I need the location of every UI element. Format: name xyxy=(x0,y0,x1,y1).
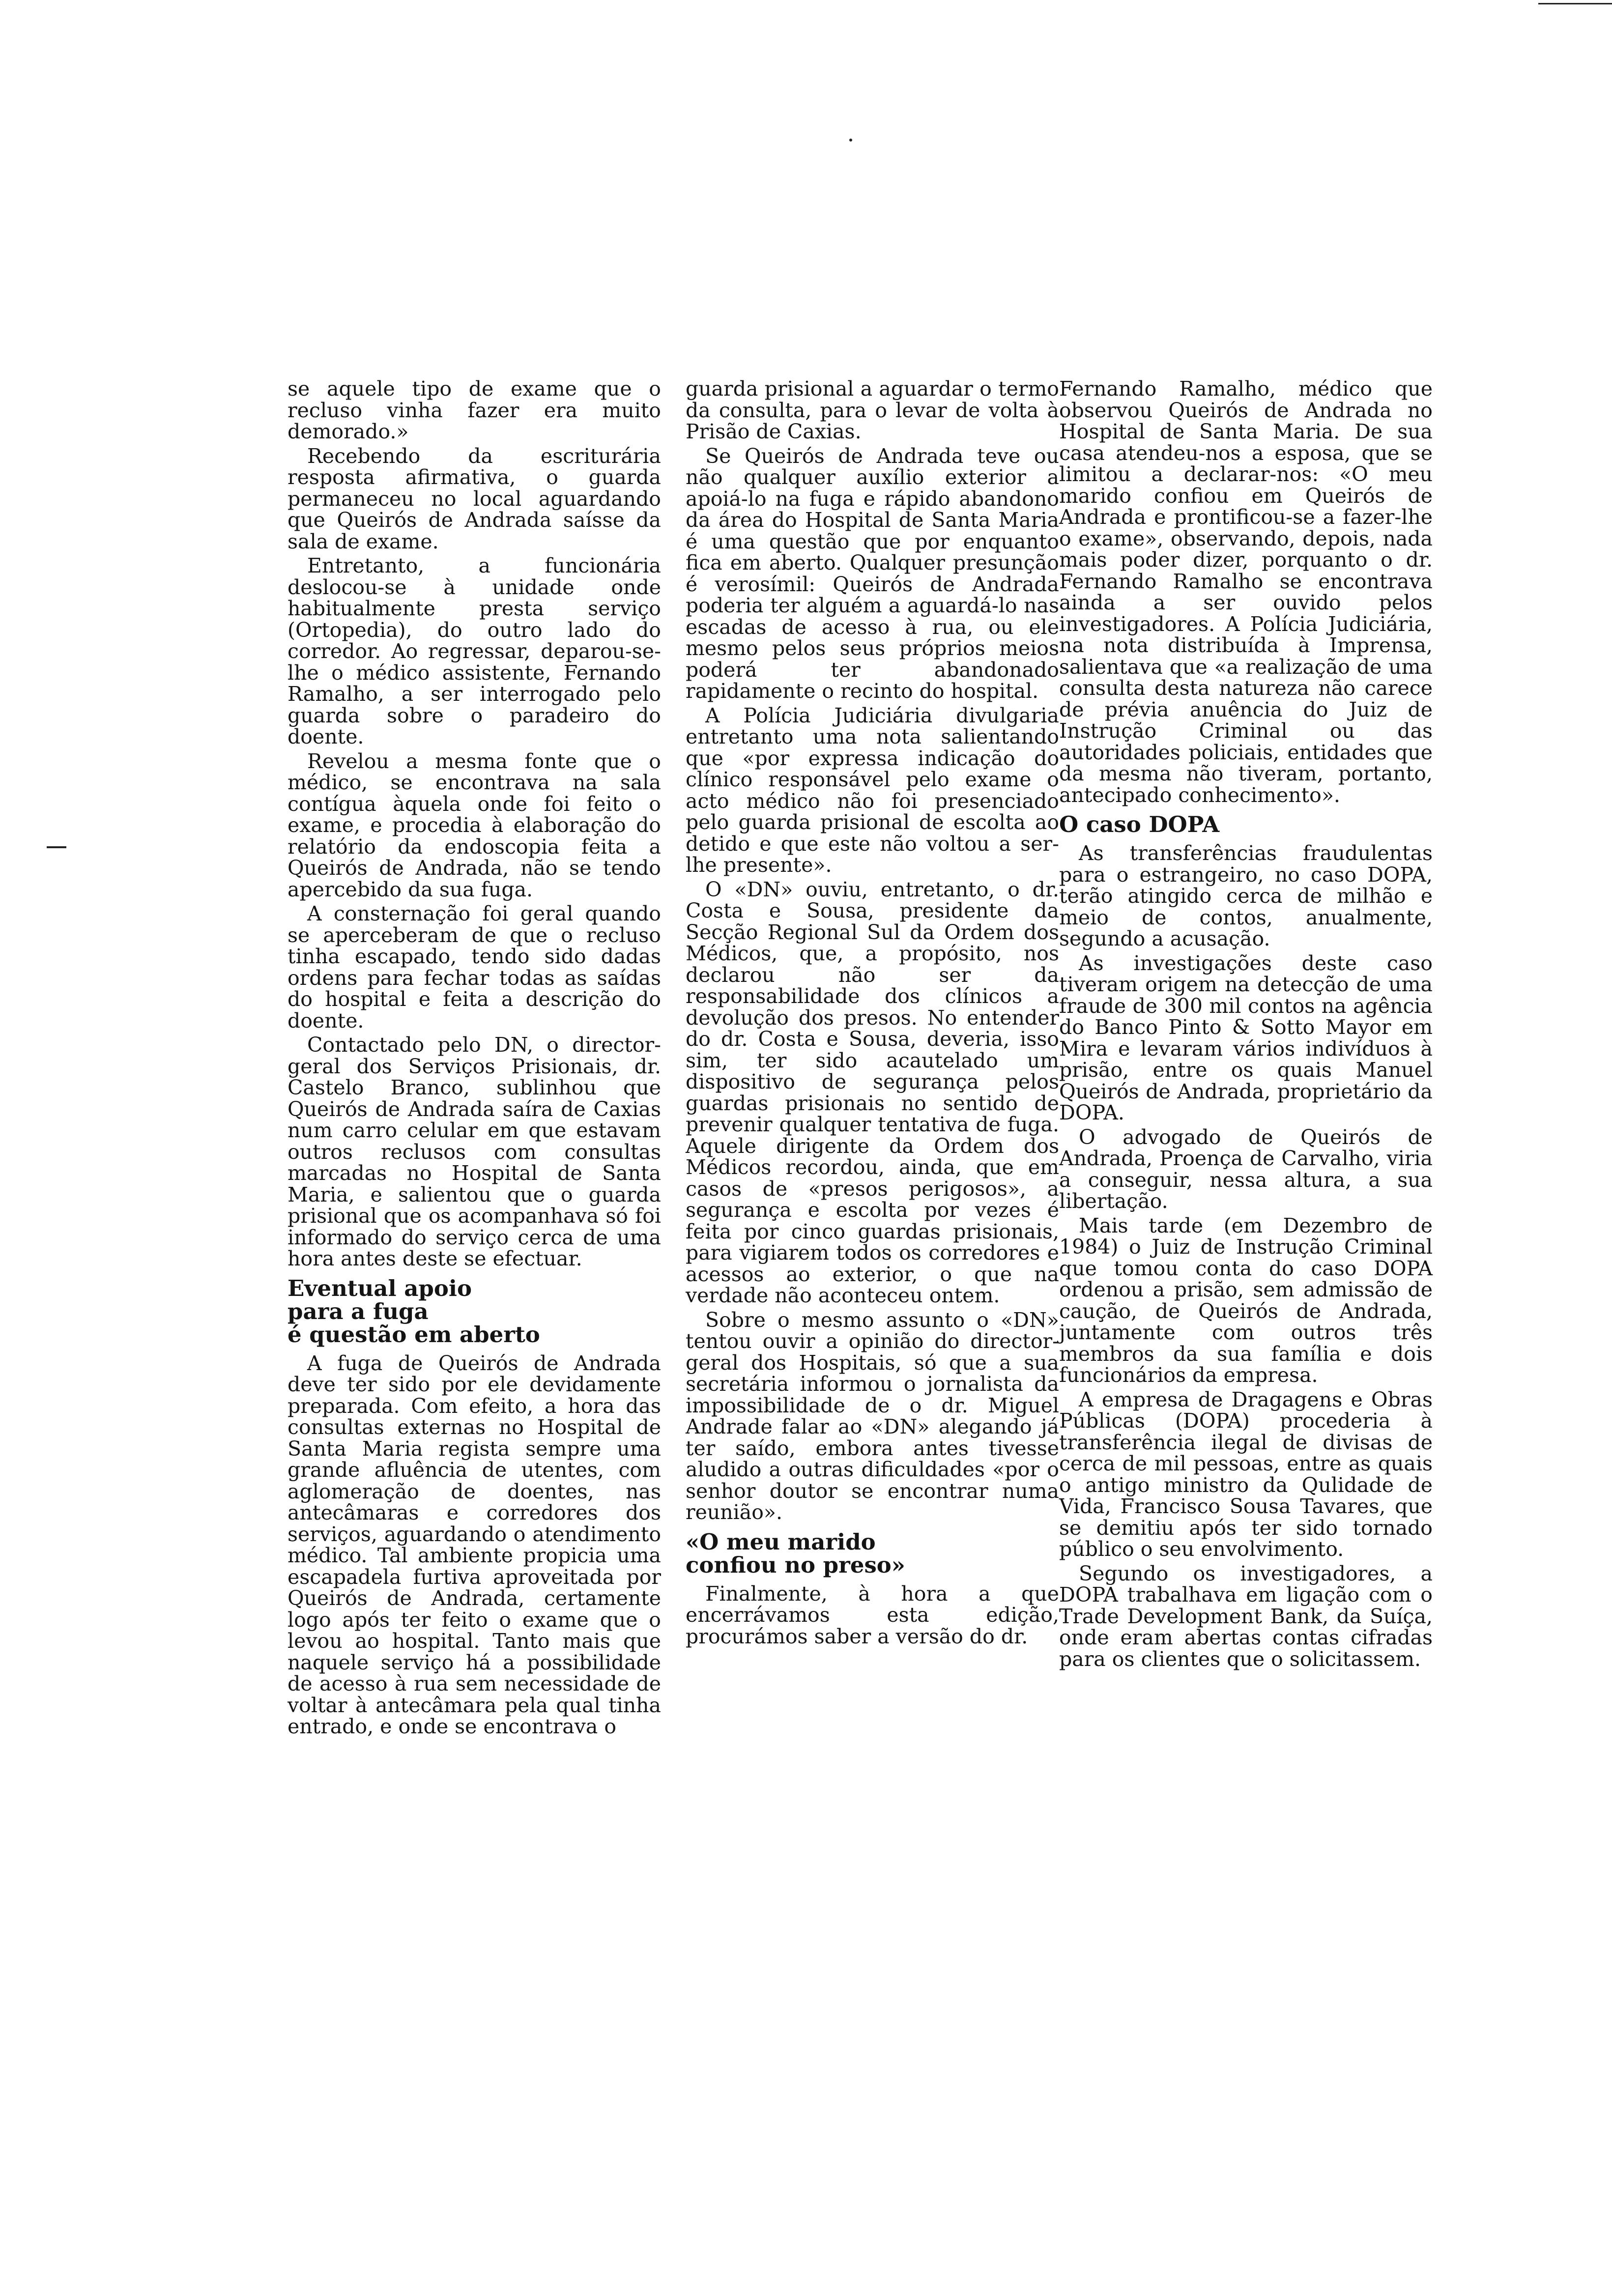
paragraph: As investigações deste caso tiveram origem na detecção de uma fraude de 300 mil contos na agência do Banco Pinto & Sotto Mayor em Mira e levaram vários indivíduos à prisão, entre os quais Manuel Queirós de Andrada, proprietário da DOPA. xyxy=(1059,951,1433,1124)
heading-line: O caso DOPA xyxy=(1059,811,1220,837)
paragraph: Finalmente, à hora a que encerrávamos esta edição, procurámos saber a versão do dr. xyxy=(686,1581,1059,1648)
paragraph: A fuga de Queirós de Andrada deve ter sido por ele devidamente preparada. Com efeito, a hora das consultas externas no Hospital de Santa Maria regista sempre uma grande afluência de utentes, com aglomeração de doentes, nas antecâmaras e corredores dos serviços, aguardando o atendimento médico. Tal ambiente propicia uma escapadela furtiva aproveitada por Queirós de Andrada, certamente logo após ter feito o exame que o levou ao hospital. Tanto mais que naquele serviço há a possibilidade de acesso à rua sem necessidade de voltar à antecâmara pela qual tinha entrado, e onde se encontrava o xyxy=(288,1351,661,1738)
paragraph: O advogado de Queirós de Andrada, Proença de Carvalho, viria a conseguir, nessa altura, a sua libertação. xyxy=(1059,1125,1433,1213)
article-column-1 xyxy=(288,378,661,1741)
paragraph: Recebendo da escriturária resposta afirmativa, o guarda permaneceu no local aguardando que Queirós de Andrada saísse da sala de exame. xyxy=(288,444,661,553)
section-heading-o-meu-marido xyxy=(686,1530,1059,1577)
scan-corner-mark xyxy=(1538,3,1612,8)
paragraph: O «DN» ouviu, entretanto, o dr. Costa e Sousa, presidente da Secção Regional Sul da Ordem dos Médicos, que, a propósito, nos declarou não ser da responsabilidade dos clínicos a devolução dos presos. No entender do dr. Costa e Sousa, deveria, isso sim, ter sido acautelado um dispositivo de segurança pelos guardas prisionais no sentido de prevenir qualquer tentativa de fuga. Aquele dirigente da Ordem dos Médicos recordou, ainda, que em casos de «presos perigosos», a segurança e escolta por vezes é feita por cinco guardas prisionais, para vigiarem todos os corredores e acessos ao exterior, o que na verdade não aconteceu ontem. xyxy=(686,877,1059,1307)
section-heading-eventual-apoio xyxy=(288,1277,661,1346)
paragraph: As transferências fraudulentas para o estrangeiro, no caso DOPA, terão atingido cerca de milhão e meio de contos, anualmente, segundo a acusação. xyxy=(1059,841,1433,950)
article-column-2 xyxy=(686,378,1059,1650)
paragraph: A Polícia Judiciária divulgaria entretanto uma nota salientando que «por expressa indicação do clínico responsável pelo exame o acto médico não foi presenciado pelo guarda prisional de escolta ao detido e que este não voltou a ser-lhe presente». xyxy=(686,703,1059,877)
paragraph: Entretanto, a funcionária deslocou-se à unidade onde habitualmente presta serviço (Ortopedia), do outro lado do corredor. Ao regressar, deparou-se-lhe o médico assistente, Fernando Ramalho, a ser interrogado pelo guarda sobre o paradeiro do doente. xyxy=(288,554,661,748)
paragraph: se aquele tipo de exame que o recluso vinha fazer era muito demorado.» xyxy=(288,377,661,443)
paragraph: A consternação foi geral quando se aperceberam de que o recluso tinha escapado, tendo sido dadas ordens para fechar todas as saídas do hospital e feita a descrição do doente. xyxy=(288,902,661,1033)
heading-line: Eventual apoio xyxy=(288,1275,472,1301)
paragraph: Contactado pelo DN, o director-geral dos Serviços Prisionais, dr. Castelo Branco, sublinhou que Queirós de Andrada saíra de Caxias num carro celular em que estavam outros reclusos com consultas marcadas no Hospital de Santa Maria, e salientou que o guarda prisional que os acompanhava só foi informado do serviço cerca de uma hora antes deste se efectuar. xyxy=(288,1033,661,1270)
paragraph: Revelou a mesma fonte que o médico, se encontrava na sala contígua àquela onde foi feito o exame, e procedia à elaboração do relatório da endoscopia feita a Queirós de Andrada, não se tendo apercebido da sua fuga. xyxy=(288,749,661,901)
heading-line: confiou no preso» xyxy=(686,1551,905,1578)
paragraph: Se Queirós de Andrada teve ou não qualquer auxílio exterior a apoiá-lo na fuga e rápido abandono da área do Hospital de Santa Maria é uma questão que por enquanto fica em aberto. Qualquer presunção é verosímil: Queirós de Andrada poderia ter alguém a aguardá-lo nas escadas de acesso à rua, ou ele mesmo pelos seus próprios meios poderá ter abandonado rapidamente o recinto do hospital. xyxy=(686,444,1059,703)
heading-line: para a fuga xyxy=(288,1298,429,1324)
heading-line: «O meu marido xyxy=(686,1528,876,1555)
paragraph: Sobre o mesmo assunto o «DN» tentou ouvir a opinião do director-geral dos Hospitais, só que a sua secretária informou o jornalista da impossibilidade de o dr. Miguel Andrade falar ao «DN» alegando já ter saído, embora antes tivesse aludido a outras dificuldades «por o senhor doutor se encontrar numa reunião». xyxy=(686,1308,1059,1524)
section-heading-o-caso-dopa xyxy=(1059,813,1433,836)
paragraph: Fernando Ramalho, médico que observou Queirós de Andrada no Hospital de Santa Maria. De sua casa atendeu-nos a esposa, que se limitou a declarar-nos: «O meu marido confiou em Queirós de Andrada e prontificou-se a fazer-lhe o exame», observando, depois, nada mais poder dizer, porquanto o dr. Fernando Ramalho se encontrava ainda a ser ouvido pelos investigadores. A Polícia Judiciária, na nota distribuída à Imprensa, salientava que «a realização de uma consulta desta natureza não carece de prévia anuência do Juiz de Instrução Criminal ou das autoridades policiais, entidades que da mesma não tiveram, portanto, antecipado conhecimento». xyxy=(1059,377,1433,807)
scan-speck xyxy=(849,139,852,142)
scan-margin-mark xyxy=(47,846,66,848)
paragraph: guarda prisional a aguardar o termo da consulta, para o levar de volta à Prisão de Caxias. xyxy=(686,377,1059,443)
paragraph: A empresa de Dragagens e Obras Públicas (DOPA) procederia à transferência ilegal de divisas de cerca de mil pessoas, entre as quais o antigo ministro da Qulidade de Vida, Francisco Sousa Tavares, que se demitiu após ter sido tornado público o seu envolvimento. xyxy=(1059,1387,1433,1561)
paragraph: Segundo os investigadores, a DOPA trabalhava em ligação com o Trade Development Bank, da Suíça, onde eram abertas contas cifradas para os clientes que o solicitassem. xyxy=(1059,1561,1433,1671)
paragraph: Mais tarde (em Dezembro de 1984) o Juiz de Instrução Criminal que tomou conta do caso DOPA ordenou a prisão, sem admissão de caução, de Queirós de Andrada, juntamente com outros três membros da sua família e dois funcionários da empresa. xyxy=(1059,1213,1433,1387)
heading-line: é questão em aberto xyxy=(288,1321,540,1348)
article-column-3 xyxy=(1059,378,1433,1673)
